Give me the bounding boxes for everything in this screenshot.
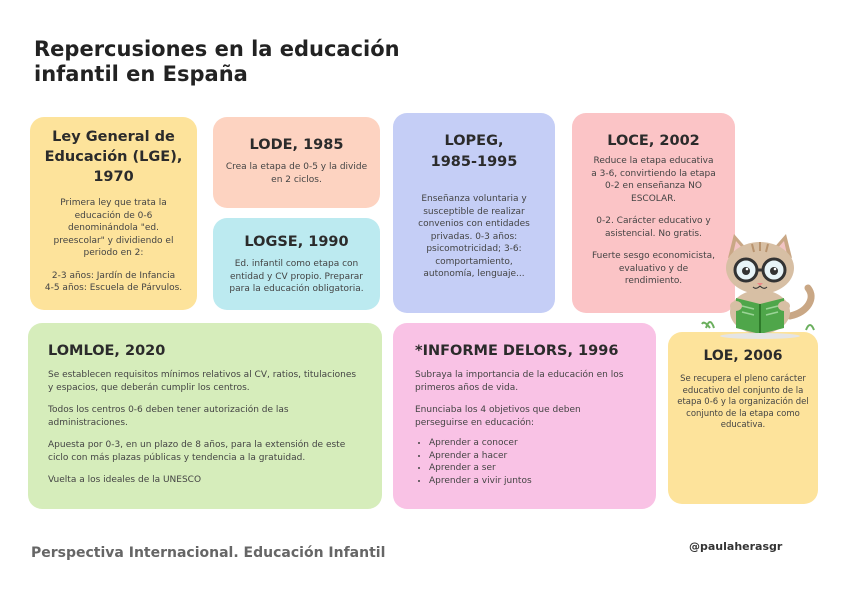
lode-text: Crea la etapa de 0-5 y la divide en 2 ciclos. <box>225 162 368 185</box>
page-title <box>34 37 454 87</box>
logse-card <box>213 218 380 310</box>
lge-list-item: 4-5 años: Escuela de Párvulos. <box>44 283 183 293</box>
author-handle: @paulaherasgr <box>689 540 783 553</box>
delors-card <box>393 323 656 509</box>
delors-text: Subraya la importancia de la educación en los primeros años de vida. Enunciaba los 4 objetivos que deben perseguirse en educación: <box>415 370 624 428</box>
loe-text: Se recupera el pleno carácter educativo del conjunto de la etapa 0-6 y la organización del conjunto de la etapa como educativa. <box>677 374 809 430</box>
lge-list-item: 2-3 años: Jardín de Infancia <box>51 270 176 281</box>
list-item: • Aprender a hacer <box>429 450 646 463</box>
logse-text: Ed. infantil como etapa con entidad y CV propio. Preparar para la educación obligatoria. <box>229 259 364 294</box>
lopeg-card <box>393 113 555 313</box>
list-item: • Aprender a conocer <box>429 437 646 450</box>
footer-course-name: Perspectiva Internacional. Educación Infantil <box>31 545 386 561</box>
loce-text: Reduce la etapa educativa a 3-6, convirtiendo la etapa 0-2 en enseñanza NO ESCOLAR. 0-2. Carácter educativo y asistencial. No gratis. Fuerte sesgo economicista, evaluativo y de rendimiento. <box>591 156 716 286</box>
loce-title: LOCE, 2002 <box>607 133 700 149</box>
lomloe-card <box>28 323 382 509</box>
lge-text: Primera ley que trata la educación de 0-6 denominándola "ed. preescolar" y dividiendo el periodo en 2: 2-3 años: Jardín de Infancia 4-5 años: Escuela de Párvulos. <box>38 197 189 295</box>
delors-title: *INFORME DELORS, 1996 <box>415 343 619 359</box>
loe-card <box>668 332 818 504</box>
lopeg-text: Enseñanza voluntaria y susceptible de realizar convenios con entidades privadas. 0-3 años: psicomotricidad; 3-6: comportamiento, autonomía, lenguaje... <box>418 194 530 279</box>
title-line-2: infantil en España <box>34 62 248 86</box>
lge-title: Ley General de Educación (LGE), 1970 <box>44 129 183 185</box>
lode-title: LODE, 1985 <box>249 137 344 153</box>
lomloe-title: LOMLOE, 2020 <box>48 343 166 359</box>
cat-reading-illustration <box>698 228 822 340</box>
lge-card <box>30 117 197 310</box>
logse-title: LOGSE, 1990 <box>244 234 349 250</box>
list-item: • Aprender a vivir juntos <box>429 475 646 488</box>
lode-card <box>213 117 380 208</box>
title-line-1: Repercusiones en la educación <box>34 37 400 61</box>
delors-objectives-list <box>415 437 646 487</box>
lomloe-text: Se establecen requisitos mínimos relativos al CV, ratios, titulaciones y espacios, que deberán cumplir los centros. Todos los centros 0-6 deben tener autorización de las administraciones. Apuesta por 0-3, en un plazo de 8 años, para la extensión de este ciclo con más plazas públicas y tendencia a la gratuidad. Vuelta a los ideales de la UNESCO <box>48 370 357 485</box>
list-item: • Aprender a ser <box>429 462 646 475</box>
loe-title: LOE, 2006 <box>703 348 783 364</box>
lopeg-title: LOPEG, 1985-1995 <box>430 133 518 170</box>
